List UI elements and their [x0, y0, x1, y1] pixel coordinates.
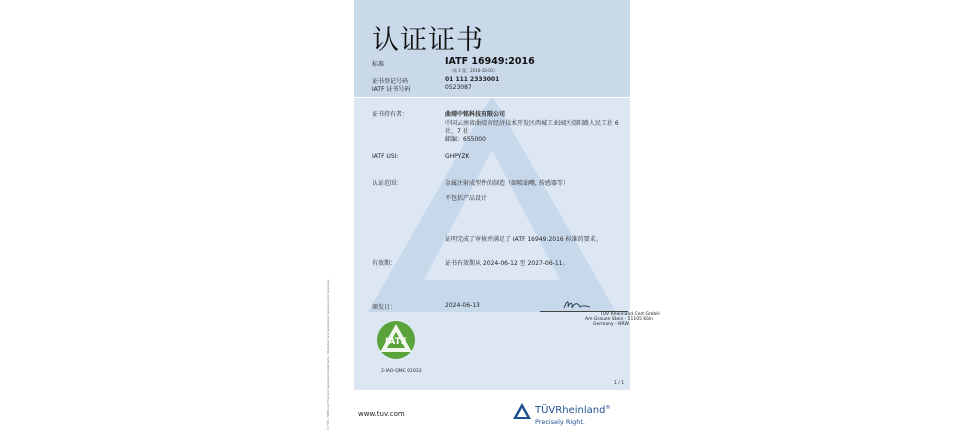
standard-edition: （第 1 版，2016-10-01）: [449, 68, 498, 73]
standard-label: 标准: [372, 61, 385, 68]
iatf-number-value: 0523087: [445, 84, 472, 91]
trademark-side-note: © TÜV, TUEV and TUV are registered trademarks. Utilisation and application requires prior approval.: [326, 278, 330, 430]
page-number: 1 / 1: [614, 381, 625, 386]
issue-date-value: 2024-06-13: [445, 302, 480, 309]
seal-code: 2-IAO-QMC 01033: [381, 369, 422, 374]
certificate-page: [354, 0, 660, 390]
registered-mark: ®: [605, 405, 611, 411]
validity-label: 有效期：: [372, 260, 397, 267]
reg-number-label: 证书登记号码: [372, 78, 409, 85]
header-divider: [354, 97, 630, 98]
holder-address-line-2: 社，7 社: [445, 128, 469, 135]
tuv-brand-text: TÜVRheinland: [535, 405, 606, 416]
holder-label: 证书持有者：: [372, 111, 409, 118]
tuv-website-link[interactable]: www.tuv.com: [358, 410, 405, 418]
tuv-brand-name: [535, 405, 610, 416]
svg-text:IATF: IATF: [385, 337, 407, 347]
issue-date-label: 颁发日：: [372, 304, 397, 311]
issuer-country: Germany - NRW: [593, 322, 629, 327]
reg-number-value: 01 111 2333001: [445, 76, 500, 83]
usi-value: GHPYZK: [445, 153, 470, 160]
validity-value: 证书有效期从 2024-06-12 至 2027-06-11。: [445, 260, 569, 267]
holder-postcode: 邮编：655000: [445, 136, 486, 143]
tuv-triangle-logo-icon: [512, 402, 532, 420]
issuer-address: Am Grauen Stein · 51105 Köln: [585, 317, 654, 322]
holder-address-line-1: 中国云南省曲靖市经济技术开发区西城工业园区靖阳路人民工社 6: [445, 120, 619, 127]
scope-label: 认证范围：: [372, 180, 403, 187]
holder-name: 曲靖中铭科技有限公司: [445, 111, 506, 118]
usi-label: IATF USI:: [372, 153, 399, 160]
issuer-name: TÜV Rheinland Cert GmbH: [600, 312, 660, 317]
certificate-title: 认证证书: [372, 25, 484, 56]
iatf-seal-logo-icon: [372, 318, 420, 362]
signature-graphic: [540, 298, 600, 312]
standard-value: IATF 16949:2016: [445, 56, 535, 67]
tuv-claim: Precisely Right.: [535, 418, 586, 426]
scope-exclusion: 不包括产品设计: [445, 195, 488, 202]
conformity-statement: 证明完成了审核并满足了 IATF 16949:2016 标准的要求。: [445, 236, 602, 243]
iatf-number-label: IATF 证书号码: [372, 86, 411, 93]
scope-value: 金属注射成型件的制造（如喷油嘴, 传感器等）: [445, 180, 569, 187]
